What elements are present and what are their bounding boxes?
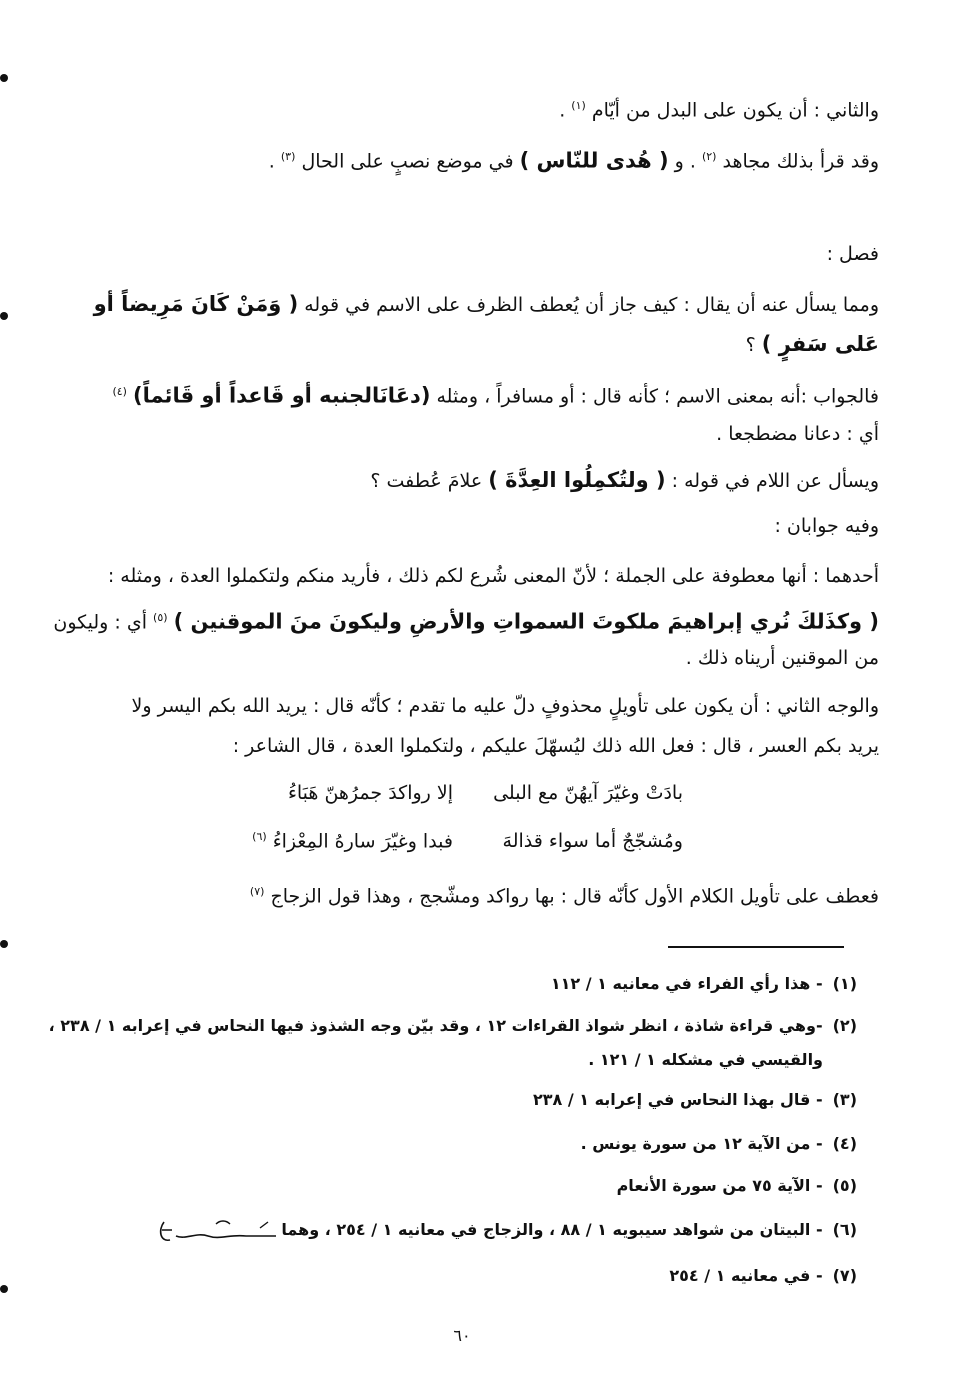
text-span: .: [268, 150, 275, 173]
quran-quote: ( هُدى للنّاس ): [519, 148, 669, 173]
footnote-number: (١): [832, 974, 857, 993]
paragraph-line: [59, 145, 879, 173]
text-span: يريد بكم العسر ، قال : فعل الله ذلك ليُسهّلَ عليكم ، ولتكملوا العدة ، قال الشاعر :: [232, 735, 879, 757]
quran-quote: ( وكذَلكَ نُري إبراهيمَ ملكوتَ السمواتِ والأرضِ وليكونَ منَ الموقنين ): [173, 609, 879, 634]
footnote-text: -وهي قراءة شاذة ، انظر شواذ القراءات ١٢ ، وقد بيّن وجه الشذوذ فيها النحاس في إعرابه ١ / ٢٣٨ ،: [48, 1016, 823, 1035]
paragraph-line: [59, 646, 879, 670]
verse-text: ومُشجّجٌ أما سواء قذالهَ: [502, 830, 683, 852]
scan-mark: [0, 74, 8, 82]
footnote-text: - هذا رأي الفراء في معانيه ١ / ١١٢: [550, 974, 823, 993]
text-span: وقد قرأ بذلك مجاهد: [722, 150, 879, 173]
verse-first-hemistich: [493, 782, 683, 804]
paragraph-line: [59, 564, 879, 588]
footnote-ref: (٢): [701, 150, 717, 163]
text-span: فعطف على تأويل الكلام الأول كأنّه قال : بها رواكد ومشّجج ، وهذا قول الزجاج: [270, 885, 879, 908]
paragraph-line: [59, 292, 879, 317]
footnote-number: (٣): [832, 1090, 857, 1109]
text-span: ومما يسأل عنه أن يقال : كيف جاز أن يُعطف الظرف على الاسم في قوله: [304, 294, 879, 316]
heading-text: فصل :: [826, 243, 879, 265]
paragraph-line: [59, 734, 879, 758]
scan-mark: [0, 312, 8, 320]
text-span: أي : دعانا مضطجعا .: [716, 423, 879, 445]
footnote-text: والقيسي في مشكله ١ / ١٢١ .: [588, 1050, 823, 1069]
footnote: [48, 1014, 857, 1038]
quran-quote: عَلى سَفرٍ ): [761, 332, 879, 356]
footnote-number: (٦): [832, 1220, 857, 1239]
footnote-separator: [668, 946, 844, 948]
text-span: .: [559, 99, 566, 122]
text-span: في موضع نصبٍ على الحال: [301, 150, 514, 173]
paragraph-line: [59, 694, 879, 718]
footnote-text: - قال بهذا النحاس في إعرابه ١ / ٢٣٨: [532, 1090, 823, 1109]
footnote-text: - في معانيه ١ / ٢٥٤: [669, 1266, 823, 1285]
verse-text: إلا رواكدَ جمرُهنّ هَبَاءُ: [287, 782, 453, 804]
footnote-number: (٧): [832, 1266, 857, 1285]
footnote-ref: (٣): [280, 150, 296, 163]
text-span: ؟: [745, 334, 756, 356]
paragraph-line: [59, 380, 879, 408]
footnote-text: - الآية ٧٥ من سورة الأنعام: [616, 1176, 823, 1195]
verse-first-hemistich: [503, 830, 683, 852]
footnote-ref: (٦): [252, 830, 267, 843]
paragraph-line: [59, 422, 879, 446]
footnote: [67, 1088, 857, 1112]
paragraph-line: [59, 94, 879, 122]
footnote-ref: (١): [571, 99, 586, 112]
quran-quote: (دعَانَالجنبه أو قَاعداً أو قَائماً): [133, 383, 431, 408]
footnote-text: - البيتان من شواهد سيبويه ١ / ٨٨ ، والزجاج في معانيه ١ / ٢٥٤ ، وهما: [281, 1220, 823, 1239]
paragraph-line: [59, 332, 879, 357]
scan-mark: [0, 940, 8, 948]
verse-second-hemistich: [288, 782, 453, 804]
handwritten-annotation: [156, 1216, 286, 1246]
text-span: ويسأل عن اللام في قوله :: [671, 470, 879, 492]
text-span: من الموقنين أريناه ذلك .: [685, 647, 879, 669]
text-span: والثاني : أن يكون على البدل من أيّام: [591, 99, 879, 122]
text-span: والوجه الثاني : أن يكون على تأويلٍ محذوفٍ دلّ عليه ما تقدم ؛ كأنّه قال : يريد الله بكم اليسر ولا: [131, 695, 879, 717]
footnote-number: (٥): [832, 1176, 857, 1195]
paragraph-line: [53, 606, 879, 634]
verse-text: فبدا وغيّرَ سارهُ المِعْزاءُ: [272, 830, 453, 853]
text-span: فالجواب :أنه بمعنى الاسم ؛ كأنه قال : أو مسافراً ، ومثله: [436, 385, 879, 408]
footnote: [67, 1174, 857, 1198]
paragraph-line: [59, 514, 879, 538]
text-span: . و: [674, 150, 696, 173]
footnote-ref: (٧): [249, 885, 265, 898]
footnote-continuation: [33, 1048, 823, 1072]
verse-second-hemistich: [252, 830, 453, 852]
footnote-ref: (٥): [153, 611, 168, 624]
text-span: أي : وليكون: [53, 611, 147, 634]
paragraph-line: [59, 468, 879, 493]
quran-quote: ( وَمَنْ كَانَ مَرِيضاً أو: [93, 292, 299, 316]
quran-quote: ( ولتُكمِلُوا العِدَّةَ ): [488, 468, 666, 492]
footnote-ref: (٤): [112, 385, 127, 398]
text-span: علامَ عُطفت ؟: [370, 470, 483, 492]
footnote-number: (٢): [832, 1016, 857, 1035]
footnote: [67, 972, 857, 996]
footnote-text: - من الآية ١٢ من سورة يونس .: [580, 1134, 823, 1153]
section-heading: [59, 242, 879, 266]
footnote-number: (٤): [832, 1134, 857, 1153]
text-span: أحدهما : أنها معطوفة على الجملة ؛ لأنّ المعنى شُرع لكم ذلك ، فأريد منكم ولتكملوا العدة ، ومثله :: [107, 565, 879, 587]
paragraph-line: [59, 880, 879, 908]
page-number: ٦٠: [453, 1326, 471, 1345]
text-span: وفيه جوابان :: [774, 515, 879, 537]
verse-text: بادَتْ وغيّرَ آيهُنّ مع البلى: [493, 782, 683, 804]
footnote: [67, 1132, 857, 1156]
scan-mark: [0, 1285, 8, 1293]
footnote: [67, 1264, 857, 1288]
